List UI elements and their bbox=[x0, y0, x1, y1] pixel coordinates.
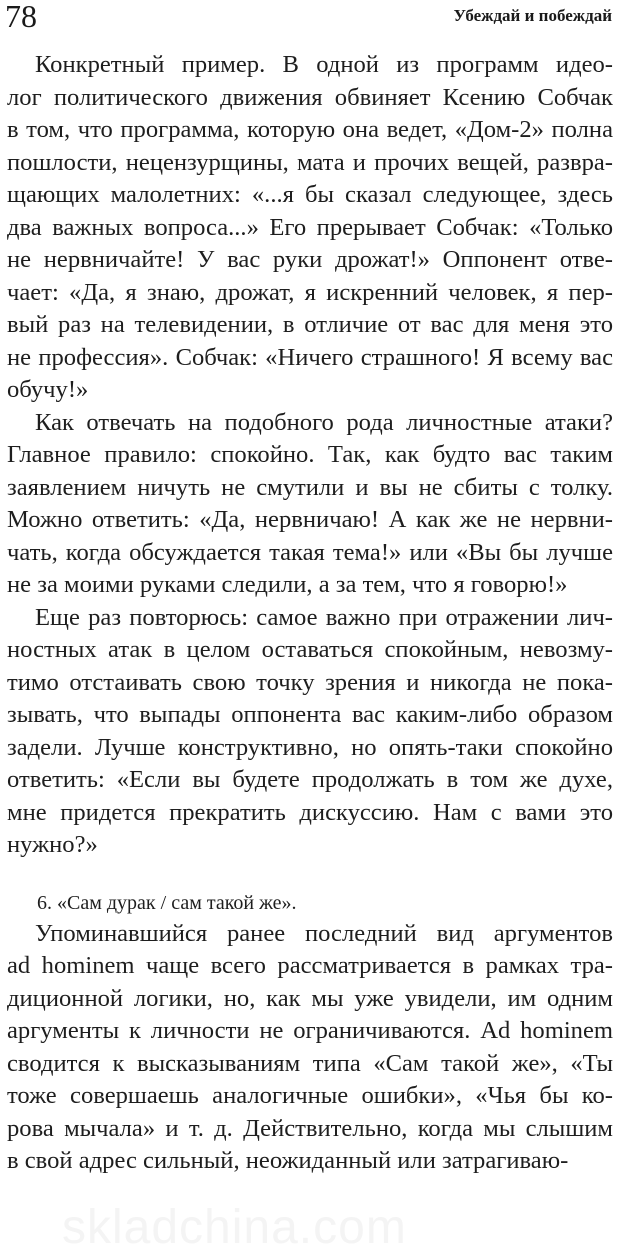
text-line: не нервничайте! У вас руки дрожат!» Оппонент отве- bbox=[7, 246, 613, 273]
text-line: Как отвечать на подобного рода личностные атаки? bbox=[35, 409, 613, 436]
text-line: аргументы к личности не ограничиваются. Ad hominem bbox=[7, 1017, 613, 1044]
text-line: в свой адрес сильный, неожиданный или затрагиваю- bbox=[7, 1147, 569, 1174]
text-line: Упоминавшийся ранее последний вид аргументов bbox=[35, 920, 613, 947]
text-line: нужно?» bbox=[7, 831, 98, 858]
watermark: skladchina.com bbox=[62, 1201, 407, 1254]
text-line: ответить: «Если вы будете продолжать в том же духе, bbox=[7, 766, 613, 793]
text-line: два важных вопроса...» Его прерывает Собчак: «Только bbox=[7, 214, 613, 241]
page-number: 78 bbox=[5, 0, 37, 34]
text-line: рова мычала» и т. д. Действительно, когда мы слышим bbox=[7, 1115, 613, 1142]
text-line: вый раз на телевидении, в отличие от вас для меня это bbox=[7, 311, 613, 338]
text-line: диционной логики, но, как мы уже увидели, им одним bbox=[7, 985, 613, 1012]
section-heading: 6. «Сам дурак / сам такой же». bbox=[37, 892, 297, 914]
text-line: заявлением ничуть не смутили и вы не сбиты с толку. bbox=[7, 474, 613, 501]
text-line: щающих малолетних: «...я бы сказал следующее, здесь bbox=[7, 181, 613, 208]
text-line: не профессия». Собчак: «Ничего страшного! Я всему вас bbox=[7, 344, 613, 371]
text-line: ностных атак в целом оставаться спокойным, невозму- bbox=[7, 636, 613, 663]
text-line: тимо отстаивать свою точку зрения и никогда не пока- bbox=[7, 669, 613, 696]
text-line: чать, когда обсуждается такая тема!» или «Вы бы лучше bbox=[7, 539, 613, 566]
text-line: Главное правило: спокойно. Так, как будто вас таким bbox=[7, 441, 613, 468]
text-line: зывать, что выпады оппонента вас каким-либо образом bbox=[7, 701, 613, 728]
text-line: Конкретный пример. В одной из программ идео- bbox=[35, 51, 613, 78]
text-line: ad hominem чаще всего рассматривается в рамках тра- bbox=[7, 952, 613, 979]
text-line: пошлости, нецензурщины, мата и прочих вещей, развра- bbox=[7, 149, 613, 176]
text-line: не за моими руками следили, а за тем, что я говорю!» bbox=[7, 571, 568, 598]
text-line: Еще раз повторюсь: самое важно при отражении лич- bbox=[35, 604, 613, 631]
text-line: сводится к высказываниям типа «Сам такой же», «Ты bbox=[7, 1050, 613, 1077]
text-line: тоже совершаешь аналогичные ошибки», «Чья бы ко- bbox=[7, 1082, 613, 1109]
text-line: мне придется прекратить дискуссию. Нам с вами это bbox=[7, 799, 613, 826]
running-header-title: Убеждай и побеждай bbox=[453, 6, 612, 25]
text-line: лог политического движения обвиняет Ксению Собчак bbox=[7, 84, 613, 111]
text-line: чает: «Да, я знаю, дрожат, я искренний человек, я пер- bbox=[7, 279, 613, 306]
text-line: обучу!» bbox=[7, 376, 89, 403]
text-line: в том, что программа, которую она ведет, «Дом-2» полна bbox=[7, 116, 613, 143]
text-line: Можно ответить: «Да, нервничаю! А как же не нервни- bbox=[7, 506, 613, 533]
text-line: задели. Лучше конструктивно, но опять-таки спокойно bbox=[7, 734, 613, 761]
